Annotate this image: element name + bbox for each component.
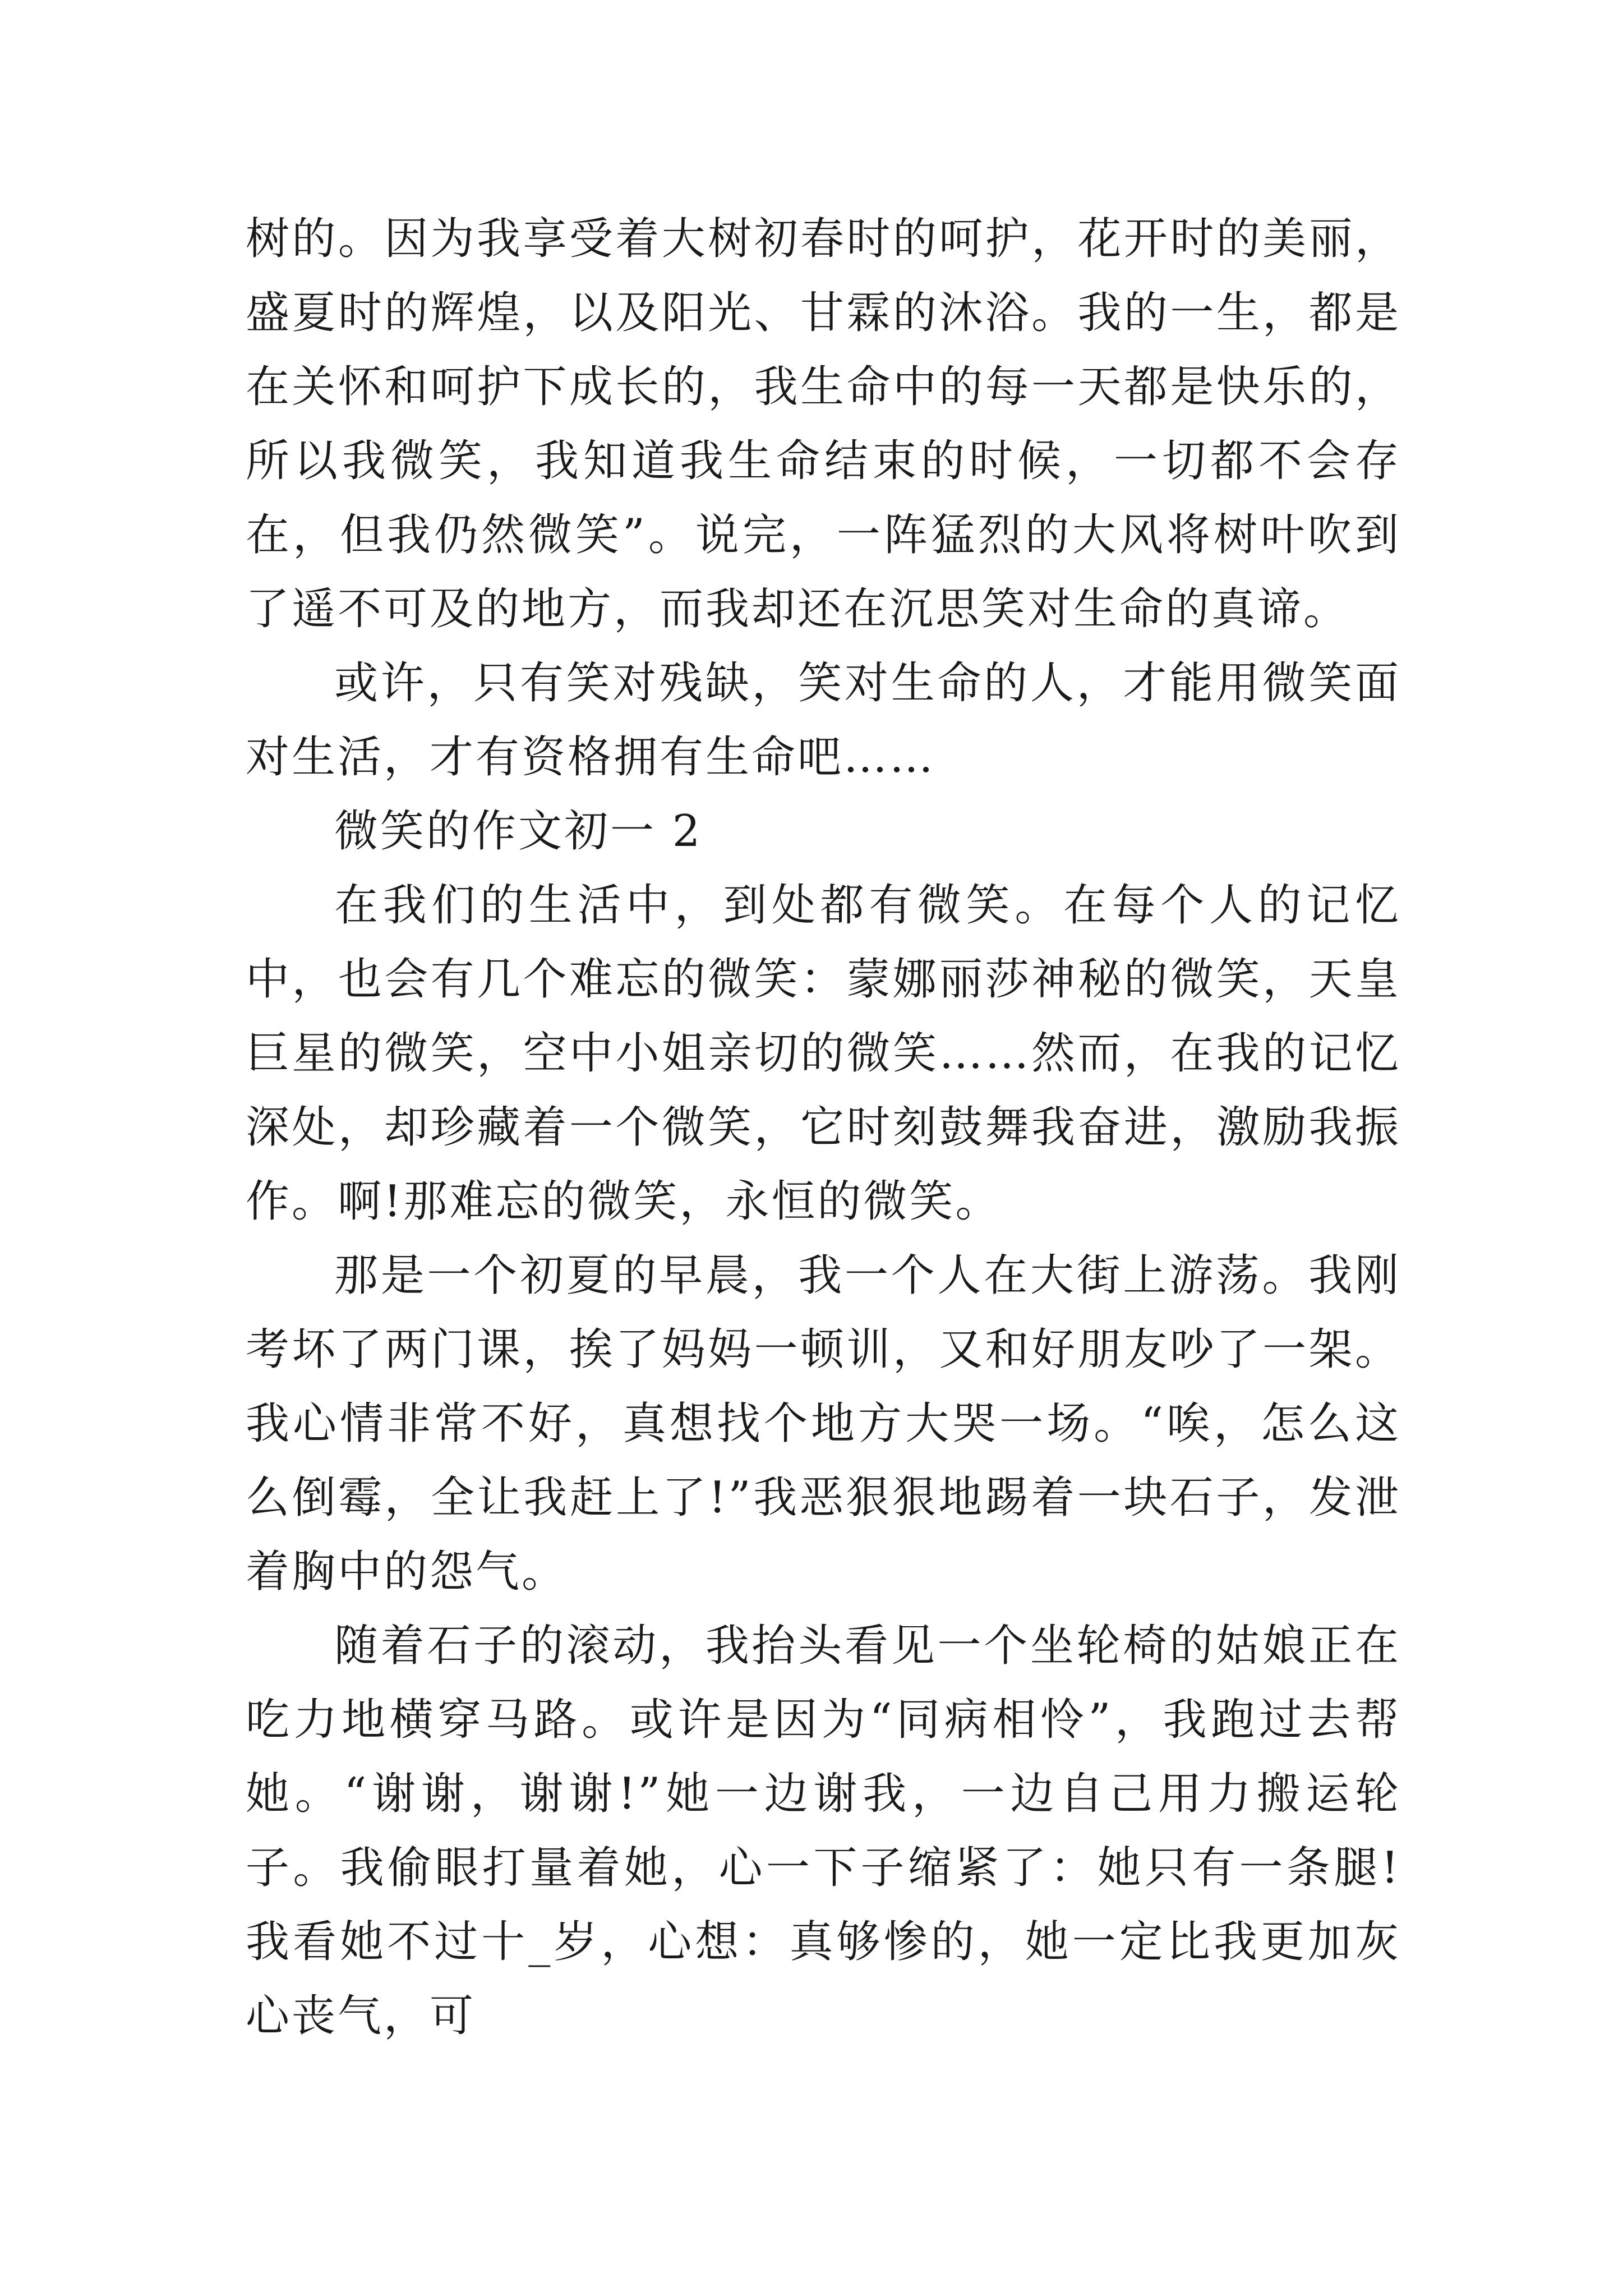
paragraph: 树的。因为我享受着大树初春时的呵护，花开时的美丽，盛夏时的辉煌，以及阳光、甘霖的沐浴。我的一生，都是在关怀和呵护下成长的，我生命中的每一天都是快乐的，所以我微笑，我知道我生命结束的时候，一切都不会存在，但我仍然微笑”。说完，一阵猛烈的大风将树叶吹到了遥不可及的地方，而我却还在沉思笑对生命的真谛。 [246,214,1401,634]
paragraph: 随着石子的滚动，我抬头看见一个坐轮椅的姑娘正在吃力地横穿马路。或许是因为“同病相怜”，我跑过去帮她。“谢谢，谢谢!”她一边谢我，一边自己用力搬运轮子。我偷眼打量着她，心一下子缩紧了：她只有一条腿!我看她不过十_岁，心想：真够惨的，她一定比我更加灰心丧气，可 [246,1621,1401,2041]
paragraph: 在我们的生活中，到处都有微笑。在每个人的记忆中，也会有几个难忘的微笑：蒙娜丽莎神秘的微笑，天皇巨星的微笑，空中小姐亲切的微笑……然而，在我的记忆深处，却珍藏着一个微笑，它时刻鼓舞我奋进，激励我振作。啊!那难忘的微笑，永恒的微笑。 [246,880,1401,1227]
section-heading: 微笑的作文初一 2 [334,806,703,857]
document-body [246,202,1401,2053]
paragraph: 那是一个初夏的早晨，我一个人在大街上游荡。我刚考坏了两门课，挨了妈妈一顿训，又和好朋友吵了一架。我心情非常不好，真想找个地方大哭一场。“唉，怎么这么倒霉，全让我赶上了!”我恶狠狠地踢着一块石子，发泄着胸中的怨气。 [246,1250,1401,1597]
paragraph: 或许，只有笑对残缺，笑对生命的人，才能用微笑面对生活，才有资格拥有生命吧…… [246,658,1401,783]
